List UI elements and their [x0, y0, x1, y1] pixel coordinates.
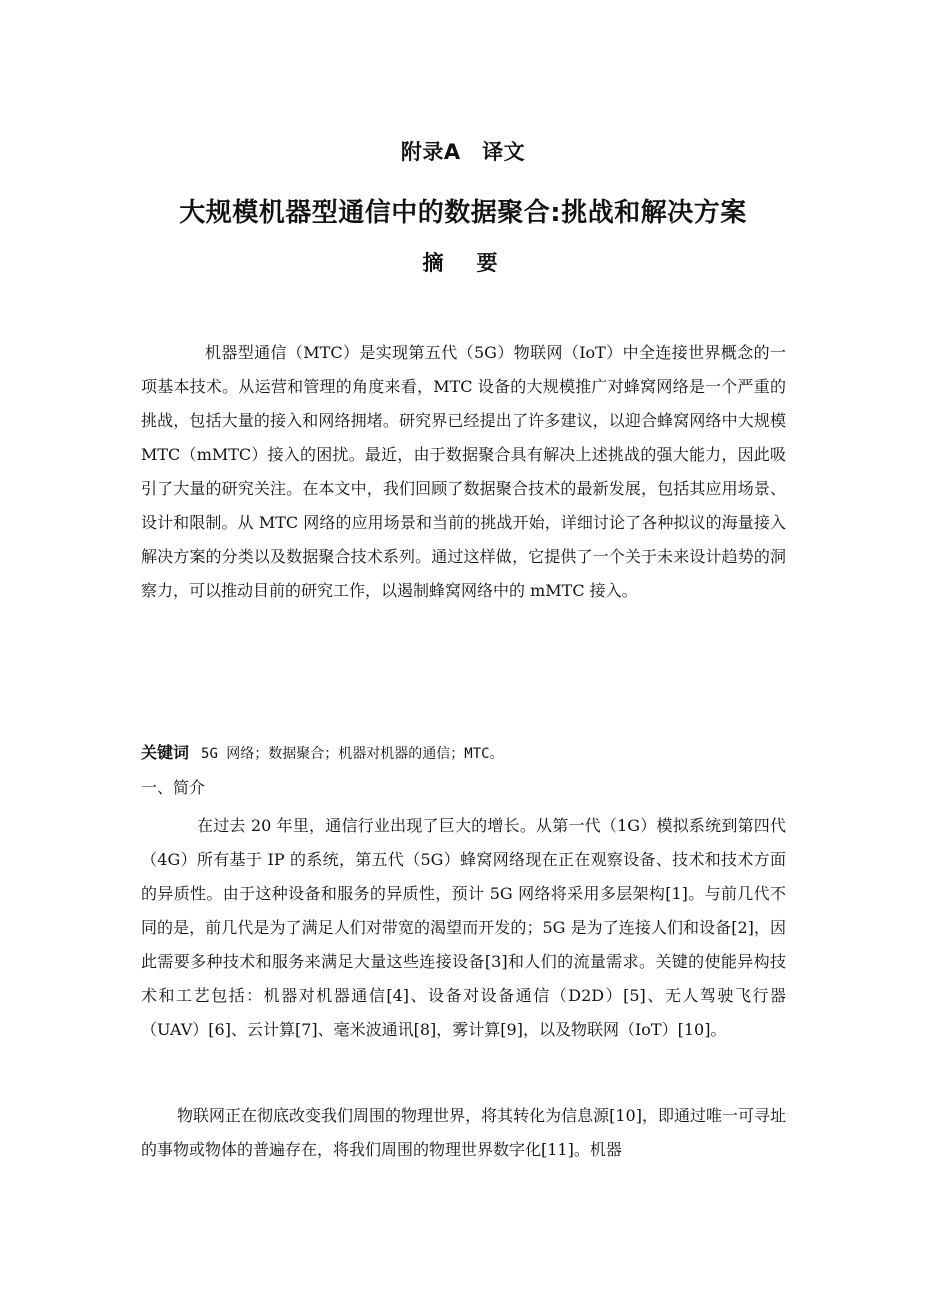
- appendix-title: 附录A 译文: [400, 140, 526, 164]
- intro-paragraph-1: 在过去 20 年里，通信行业出现了巨大的增长。从第一代（1G）模拟系统到第四代（4G）所有基于 IP 的系统，第五代（5G）蜂窝网络现在正在观察设备、技术和技术方面的异质性。由于这种设备和服务的异质性，预计 5G 网络将采用多层架构[1]。与前几代不同的是，前几代是为了满足人们对带宽的渴望而开发的；5G 是为了连接人们和设备[2]，因此需要多种技术和服务来满足大量这些连接设备[3]和人们的流量需求。关键的使能异构技术和工艺包括：机器对机器通信[4]、设备对设备通信（D2D）[5]、无人驾驶飞行器（UAV）[6]、云计算[7]、毫米波通讯[8]，雾计算[9]，以及物联网（IoT）[10]。: [141, 816, 786, 1039]
- abstract-paragraph: 机器型通信（MTC）是实现第五代（5G）物联网（IoT）中全连接世界概念的一项基本技术。从运营和管理的角度来看，MTC 设备的大规模推广对蜂窝网络是一个严重的挑战，包括大量的接入和网络拥堵。研究界已经提出了许多建议，以迎合蜂窝网络中大规模 MTC（mMTC）接入的困扰。最近，由于数据聚合具有解决上述挑战的强大能力，因此吸引了大量的研究关注。在本文中，我们回顾了数据聚合技术的最新发展，包括其应用场景、设计和限制。从 MTC 网络的应用场景和当前的挑战开始，详细讨论了各种拟议的海量接入解决方案的分类以及数据聚合技术系列。通过这样做，它提供了一个关于未来设计趋势的洞察力，可以推动目前的研究工作，以遏制蜂窝网络中的 mMTC 接入。: [141, 343, 786, 600]
- paper-title: 大规模机器型通信中的数据聚合:挑战和解决方案: [179, 198, 747, 228]
- keywords-label: 关键词: [141, 743, 190, 762]
- section-heading-introduction: 一、简介: [141, 778, 206, 797]
- intro-paragraph-2: 物联网正在彻底改变我们周围的物理世界，将其转化为信息源[10]，即通过唯一可寻址的事物或物体的普遍存在，将我们周围的物理世界数字化[11]。机器: [141, 1106, 786, 1159]
- abstract-heading: 摘 要: [422, 251, 504, 275]
- keywords-line: [141, 736, 504, 771]
- keywords-text: 5G 网络；数据聚合；机器对机器的通信；MTC。: [201, 746, 504, 762]
